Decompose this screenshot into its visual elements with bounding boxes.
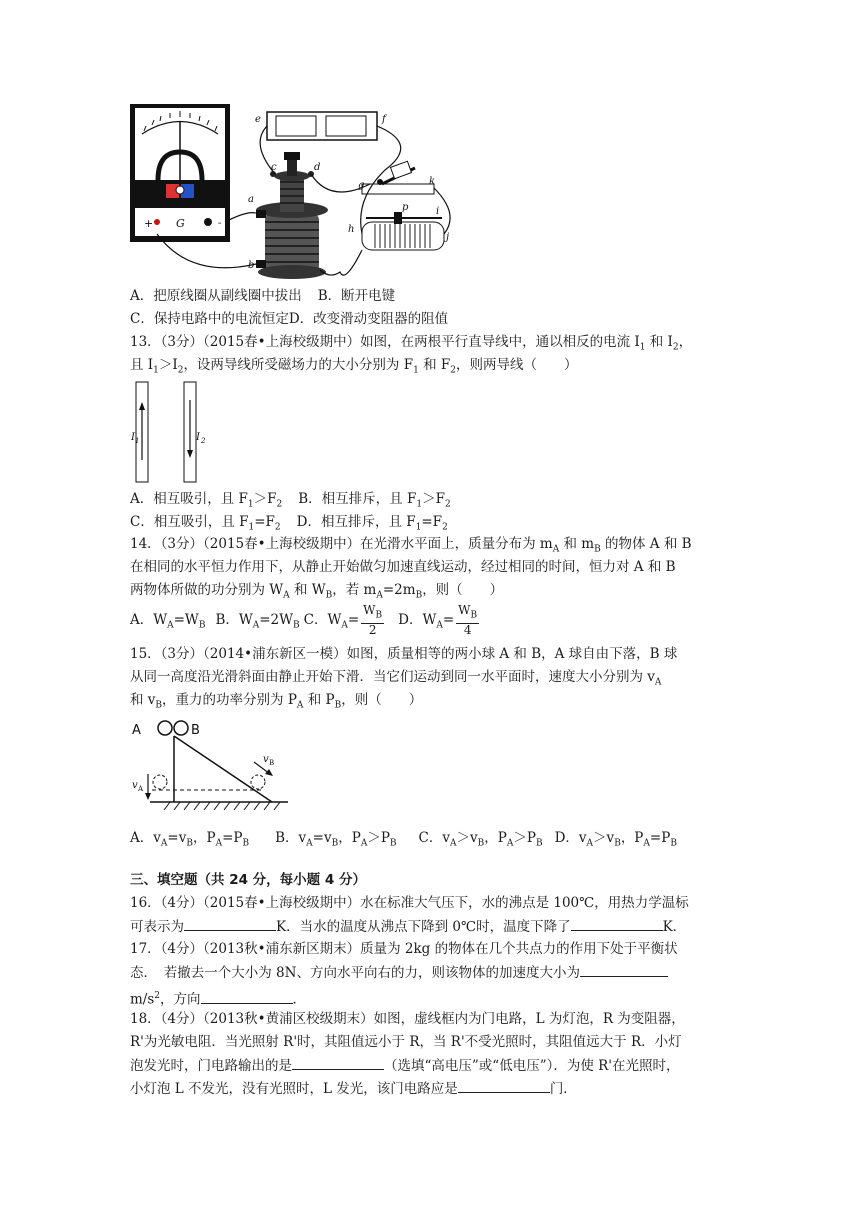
q18-blank-2[interactable] — [458, 1078, 550, 1093]
q13-option-a[interactable]: A．相互吸引，且 $F_1>F_2$ — [130, 491, 283, 510]
q13-option-b[interactable]: B．相互排斥，且 $F_1>F_2$ — [298, 491, 451, 510]
svg-text:k: k — [429, 176, 436, 187]
q14-option-b[interactable]: B．$W_A=2W_B$ — [215, 612, 300, 631]
svg-text:A: A — [132, 723, 141, 738]
svg-text:h: h — [348, 224, 355, 235]
q17-blank-1[interactable] — [580, 962, 668, 977]
svg-text:I: I — [196, 432, 200, 443]
q13-option-c[interactable]: C．相互吸引，且 $F_1=F_2$ — [130, 514, 281, 533]
q16-line2: 可表示为 K．当水的温度从沸点下降到 0℃时，温度下降了 K． — [130, 916, 686, 937]
svg-text:d: d — [314, 162, 321, 173]
svg-text:v: v — [132, 780, 138, 791]
svg-text:+: + — [144, 217, 154, 230]
switch-base — [362, 184, 434, 194]
svg-text:f: f — [382, 114, 386, 125]
svg-text:B: B — [269, 759, 275, 767]
incline-slope — [174, 736, 275, 802]
q18-line3: 泡发光时，门电路输出的是 （选填“高电压”或“低电压”）．为使 R'在光照时， — [130, 1055, 680, 1076]
q12-option-a[interactable]: A．把原线圈从副线圈中拔出 — [130, 288, 302, 304]
ball-a — [158, 721, 172, 735]
ball-b — [174, 721, 188, 735]
q15-stem-line2: 从同一高度沿光滑斜面由静止开始下滑．当它们运动到同一水平面时，速度大小分别为 $v_A$ — [130, 669, 662, 688]
q16-blank-2[interactable] — [571, 916, 663, 931]
svg-text:c: c — [271, 162, 277, 173]
q13-stem-line1: 13．（3分）（2015春•上海校级期中）如图，在两根平行直导线中，通以相反的电流 $I_1$ 和 $I_2$， — [130, 334, 693, 353]
svg-text:1: 1 — [135, 437, 140, 445]
svg-text:i: i — [436, 206, 440, 217]
svg-text:A: A — [138, 785, 144, 793]
q12-option-b[interactable]: B．断开电键 — [317, 288, 396, 304]
svg-text:p: p — [402, 202, 409, 213]
svg-text:v: v — [263, 754, 269, 765]
section-heading: 三、填空题（共 24 分，每小题 4 分） — [130, 872, 366, 888]
svg-text:e: e — [255, 114, 261, 125]
svg-text:a: a — [248, 194, 254, 205]
svg-text:g: g — [358, 180, 365, 191]
q15-option-a[interactable]: A．$v_A=v_B$，$P_A=P_B$ — [130, 830, 250, 849]
q12-options-row1 — [130, 286, 395, 306]
q14-stem-line1: 14．（3分）（2015春•上海校级期中）在光滑水平面上，质量分布为 $m_A$ 和 $m_B$ 的物体 A 和 B — [130, 536, 692, 555]
q12-circuit-figure — [130, 104, 460, 284]
q14-fraction-d: $\frac{W_B}{4}$ — [458, 603, 478, 637]
q16-blank-1[interactable] — [184, 916, 276, 931]
q14-option-a[interactable]: A．$W_A=W_B$ — [130, 612, 206, 631]
q14-options-row — [130, 604, 481, 642]
ball-b-final — [251, 775, 265, 789]
q17-line2: 态． 若撤去一个大小为 8N、方向水平向右的力，则该物体的加速度大小为 — [130, 962, 668, 983]
q12-option-c[interactable]: C．保持电路中的电流恒定 — [130, 311, 289, 327]
q15-stem-line1: 15．（3分）（2014•浦东新区一模）如图，质量相等的两小球 A 和 B，A 球自由下落，B 球 — [130, 646, 678, 662]
q14-stem-line3: 两物体所做的功分别为 $W_A$ 和 $W_B$，若 $m_A=2m_B$，则（ ） — [130, 582, 504, 601]
svg-text:B: B — [191, 723, 200, 738]
q13-options-row1 — [130, 489, 451, 515]
svg-text:b: b — [248, 260, 255, 271]
q17-line1: 17．（4分）（2013秋•浦东新区期末）质量为 2kg 的物体在几个共点力的作用下处于平衡状 — [130, 941, 678, 957]
q13-option-d[interactable]: D．相互排斥，且 $F_1=F_2$ — [296, 514, 448, 533]
q18-line2: R'为光敏电阻．当光照射 R'时，其阻值远小于 R，当 R'不受光照时，其阻值远大于 R．小灯 — [130, 1034, 682, 1050]
q14-option-c[interactable]: C．$W_A=$ $\frac{W_B}{2}$ — [303, 603, 383, 637]
svg-text:G: G — [176, 217, 185, 230]
q12-options-row2 — [130, 309, 448, 329]
q15-option-b[interactable]: B．$v_A=v_B$，$P_A>P_B$ — [275, 830, 397, 849]
q18-line4: 小灯泡 L 不发光，没有光照时，L 发光，该门电路应是 门． — [130, 1078, 577, 1099]
rheostat — [362, 222, 444, 250]
q17-blank-2[interactable] — [201, 989, 293, 1004]
q18-line1: 18．（4分）（2013秋•黄浦区校级期末）如图，虚线框内为门电路，L 为灯泡，R 为变阻器， — [130, 1011, 685, 1027]
svg-text:2: 2 — [201, 437, 206, 445]
q13-wires-figure — [130, 380, 210, 484]
q15-options-row — [130, 828, 677, 854]
svg-text:I: I — [131, 432, 135, 443]
q14-option-d[interactable]: D．$W_A=$ $\frac{W_B}{4}$ — [398, 603, 478, 637]
q15-stem-line3: 和 $v_B$，重力的功率分别为 $P_A$ 和 $P_B$，则（ ） — [130, 692, 423, 711]
q12-option-d[interactable]: D．改变滑动变阻器的阻值 — [288, 311, 449, 327]
q15-option-d[interactable]: D．$v_A>v_B$，$P_A=P_B$ — [554, 830, 677, 849]
q16-line1: 16．（4分）（2015春•上海校级期中）水在标准大气压下，水的沸点是 100℃，用热力学温标 — [130, 895, 689, 911]
q18-blank-1[interactable] — [292, 1055, 384, 1070]
q15-incline-figure — [130, 716, 292, 812]
q14-fraction-c: $\frac{W_B}{2}$ — [363, 603, 383, 637]
q13-stem-line2: 且 $I_1>I_2$，设两导线所受磁场力的大小分别为 $F_1$ 和 $F_2$，则两导线（ ） — [130, 357, 578, 376]
vb-arrow-icon — [265, 769, 273, 776]
svg-text:j: j — [446, 232, 450, 243]
svg-text:-: - — [218, 218, 222, 229]
va-arrow-icon — [145, 793, 151, 800]
q14-stem-line2: 在相同的水平恒力作用下，从静止开始做匀加速直线运动，经过相同的时间，恒力对 A 和 B — [130, 559, 676, 575]
q17-line3: $m/s^2$，方向 ． — [130, 986, 306, 1010]
q15-option-c[interactable]: C．$v_A>v_B$，$P_A>P_B$ — [418, 830, 543, 849]
ball-a-final — [153, 775, 167, 789]
